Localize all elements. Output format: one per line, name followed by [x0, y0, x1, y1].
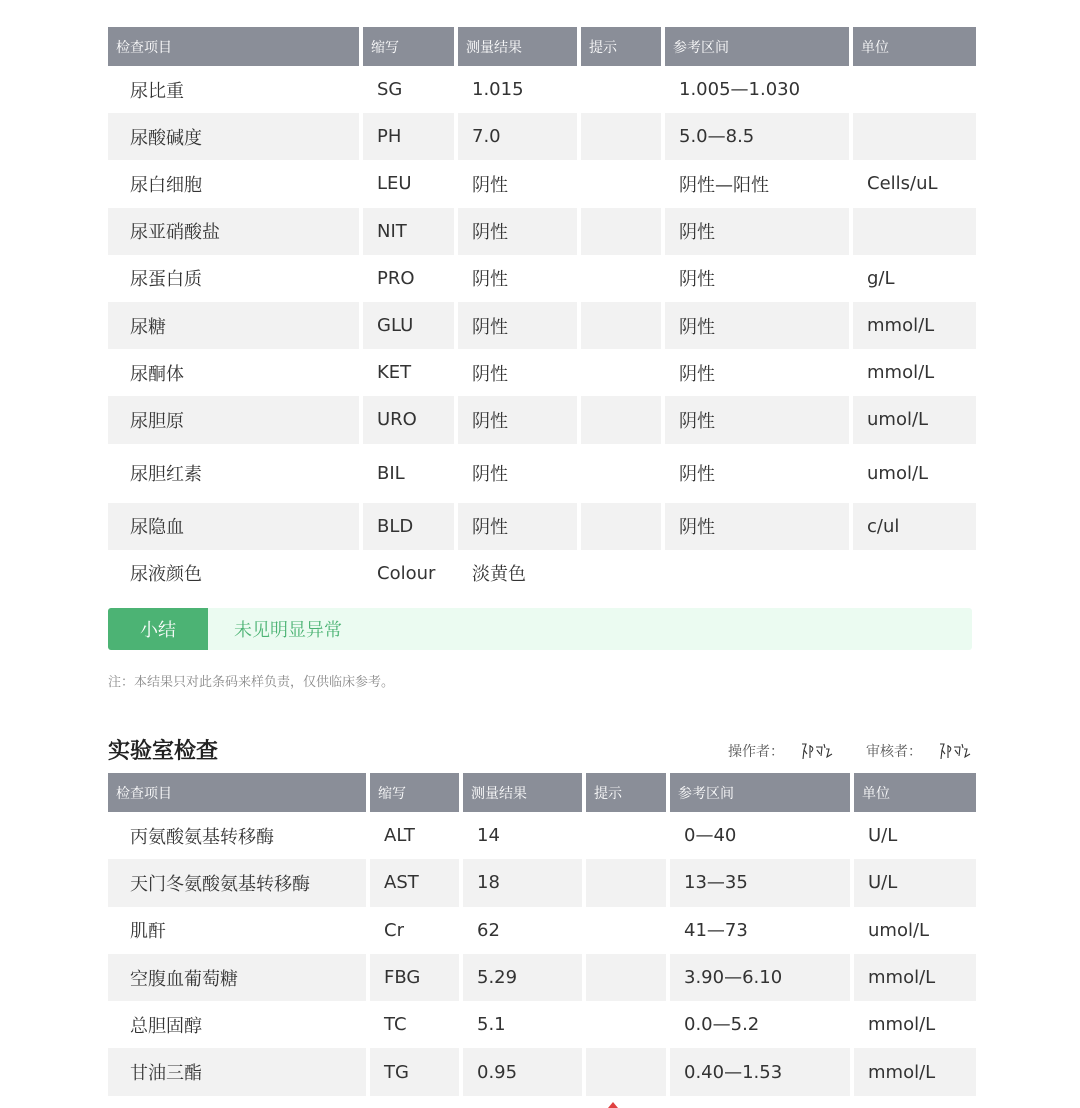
result-value: 1.015	[472, 79, 524, 101]
abbreviation: SG	[377, 79, 403, 101]
hint-cell	[586, 954, 666, 1001]
item-name: 尿隐血	[108, 503, 359, 550]
col-header-item: 检查项目	[108, 773, 366, 812]
result-value: 14	[477, 825, 500, 847]
col-header-result: 测量结果	[458, 27, 577, 66]
result-value: 18	[463, 859, 582, 906]
abbreviation: URO	[363, 396, 454, 443]
hint-cell	[586, 812, 666, 859]
hint-cell	[581, 113, 661, 160]
item-name: 尿液颜色	[130, 564, 202, 586]
hint-cell	[581, 550, 661, 597]
operator-label: 操作者：	[728, 744, 784, 760]
abbreviation: ALT	[384, 825, 415, 847]
summary-bar	[108, 608, 972, 650]
item-name: 甘油三酯	[108, 1048, 366, 1095]
table-row	[108, 255, 976, 302]
unit: g/L	[867, 267, 895, 289]
abbreviation: TG	[370, 1048, 459, 1095]
reference-range: 1.005—1.030	[679, 79, 801, 101]
hint-cell	[581, 349, 661, 396]
table-row	[108, 954, 976, 1001]
result-value: 阴性	[472, 269, 508, 291]
abbreviation: LEU	[377, 173, 412, 195]
item-name: 尿蛋白质	[130, 269, 202, 291]
item-name: 尿比重	[130, 80, 184, 102]
item-name: 尿酸碱度	[108, 113, 359, 160]
table-header-row	[108, 773, 976, 812]
abbreviation: BLD	[363, 503, 454, 550]
result-value: 阴性	[458, 208, 577, 255]
col-header-unit: 单位	[853, 27, 976, 66]
table-row	[108, 349, 976, 396]
table-row	[108, 907, 976, 954]
table-row	[108, 396, 976, 443]
result-value: 5.29	[463, 954, 582, 1001]
table-row	[108, 66, 976, 113]
table-row	[108, 113, 976, 160]
hint-cell	[581, 444, 661, 503]
hint-cell	[581, 302, 661, 349]
reference-range: 0.40—1.53	[670, 1048, 850, 1095]
item-name: 天门冬氨酸氨基转移酶	[108, 859, 366, 906]
item-name: 尿白细胞	[130, 174, 202, 196]
summary-label: 小结	[108, 608, 208, 650]
abbreviation: BIL	[377, 462, 405, 484]
item-name: 总胆固醇	[130, 1015, 202, 1037]
reviewer-signature	[866, 740, 976, 762]
hint-cell	[581, 160, 661, 207]
abbreviation: AST	[370, 859, 459, 906]
operator-signature	[728, 740, 838, 762]
hint-cell	[586, 1001, 666, 1048]
disclaimer-note: 注：本结果只对此条码来样负责，仅供临床参考。	[108, 675, 395, 690]
unit	[853, 550, 976, 597]
reference-range: 阴性—阳性	[679, 174, 769, 196]
table-row	[108, 208, 976, 255]
hint-cell	[581, 396, 661, 443]
reference-range: 0.0—5.2	[684, 1014, 760, 1036]
result-value: 阴性	[458, 503, 577, 550]
unit	[853, 208, 976, 255]
reference-range: 41—73	[684, 919, 748, 941]
hint-cell	[586, 1048, 666, 1095]
col-header-abbr: 缩写	[370, 773, 459, 812]
unit: U/L	[868, 825, 898, 847]
hint-cell	[581, 66, 661, 113]
reference-range: 阴性	[665, 302, 849, 349]
col-header-hint: 提示	[581, 27, 661, 66]
hint-cell	[581, 208, 661, 255]
reference-range: 阴性	[665, 396, 849, 443]
abbreviation: KET	[377, 362, 412, 384]
reviewer-label: 审核者：	[866, 744, 922, 760]
col-header-item: 检查项目	[108, 27, 359, 66]
unit: mmol/L	[854, 1048, 976, 1095]
table-header-row	[108, 27, 976, 66]
reference-range: 阴性	[679, 464, 715, 485]
reference-range: 3.90—6.10	[670, 954, 850, 1001]
table-row	[108, 812, 976, 859]
item-name: 尿亚硝酸盐	[108, 208, 359, 255]
table-row	[108, 160, 976, 207]
abbreviation: GLU	[363, 302, 454, 349]
abbreviation: PRO	[377, 267, 415, 289]
urine-test-table	[104, 27, 980, 597]
result-value: 阴性	[472, 174, 508, 196]
abbreviation: PH	[363, 113, 454, 160]
result-value: 阴性	[472, 363, 508, 385]
col-header-result: 测量结果	[463, 773, 582, 812]
col-header-range: 参考区间	[670, 773, 850, 812]
unit: umol/L	[853, 396, 976, 443]
table-row	[108, 302, 976, 349]
reference-range: 0—40	[684, 825, 737, 847]
unit: U/L	[854, 859, 976, 906]
abbreviation: TC	[384, 1014, 407, 1036]
result-value: 阴性	[472, 464, 508, 485]
reference-range	[665, 550, 849, 597]
summary-text: 未见明显异常	[234, 620, 342, 641]
reference-range: 阴性	[665, 503, 849, 550]
col-header-unit: 单位	[854, 773, 976, 812]
result-value: 7.0	[458, 113, 577, 160]
abbreviation: Cr	[384, 919, 404, 941]
unit: mmol/L	[867, 362, 935, 384]
item-name: 尿糖	[108, 302, 359, 349]
hint-cell	[581, 255, 661, 302]
item-name: 尿胆原	[108, 396, 359, 443]
result-value: 62	[477, 919, 500, 941]
unit: c/ul	[853, 503, 976, 550]
item-name: 尿胆红素	[130, 464, 202, 485]
unit: mmol/L	[853, 302, 976, 349]
unit: umol/L	[867, 462, 929, 484]
operator-signature-icon	[798, 740, 838, 762]
table-row	[108, 550, 976, 597]
abbreviation: FBG	[370, 954, 459, 1001]
table-row	[108, 1001, 976, 1048]
item-name: 肌酐	[130, 921, 166, 943]
unit	[853, 66, 976, 113]
item-name: 空腹血葡萄糖	[108, 954, 366, 1001]
reference-range: 阴性	[679, 269, 715, 291]
reference-range: 5.0—8.5	[665, 113, 849, 160]
scroll-indicator-icon	[608, 1102, 618, 1108]
unit: Cells/uL	[867, 173, 938, 195]
reviewer-signature-icon	[936, 740, 976, 762]
result-value: 5.1	[477, 1014, 506, 1036]
result-value: 阴性	[458, 302, 577, 349]
reference-range: 阴性	[679, 363, 715, 385]
section-title: 实验室检查	[108, 739, 219, 764]
unit: umol/L	[868, 919, 930, 941]
lab-test-table	[104, 773, 980, 1096]
col-header-hint: 提示	[586, 773, 666, 812]
unit: mmol/L	[868, 1014, 936, 1036]
result-value: 阴性	[458, 396, 577, 443]
unit: mmol/L	[854, 954, 976, 1001]
table-row	[108, 503, 976, 550]
item-name: 尿酮体	[130, 363, 184, 385]
hint-cell	[581, 503, 661, 550]
col-header-abbr: 缩写	[363, 27, 454, 66]
table-row	[108, 859, 976, 906]
table-row	[108, 1048, 976, 1095]
result-value: 淡黄色	[472, 564, 526, 586]
unit	[853, 113, 976, 160]
hint-cell	[586, 907, 666, 954]
abbreviation: Colour	[377, 562, 436, 584]
reference-range: 13—35	[670, 859, 850, 906]
item-name: 丙氨酸氨基转移酶	[130, 826, 274, 848]
result-value: 0.95	[463, 1048, 582, 1095]
hint-cell	[586, 859, 666, 906]
table-row	[108, 444, 976, 503]
abbreviation: NIT	[363, 208, 454, 255]
col-header-range: 参考区间	[665, 27, 849, 66]
reference-range: 阴性	[665, 208, 849, 255]
